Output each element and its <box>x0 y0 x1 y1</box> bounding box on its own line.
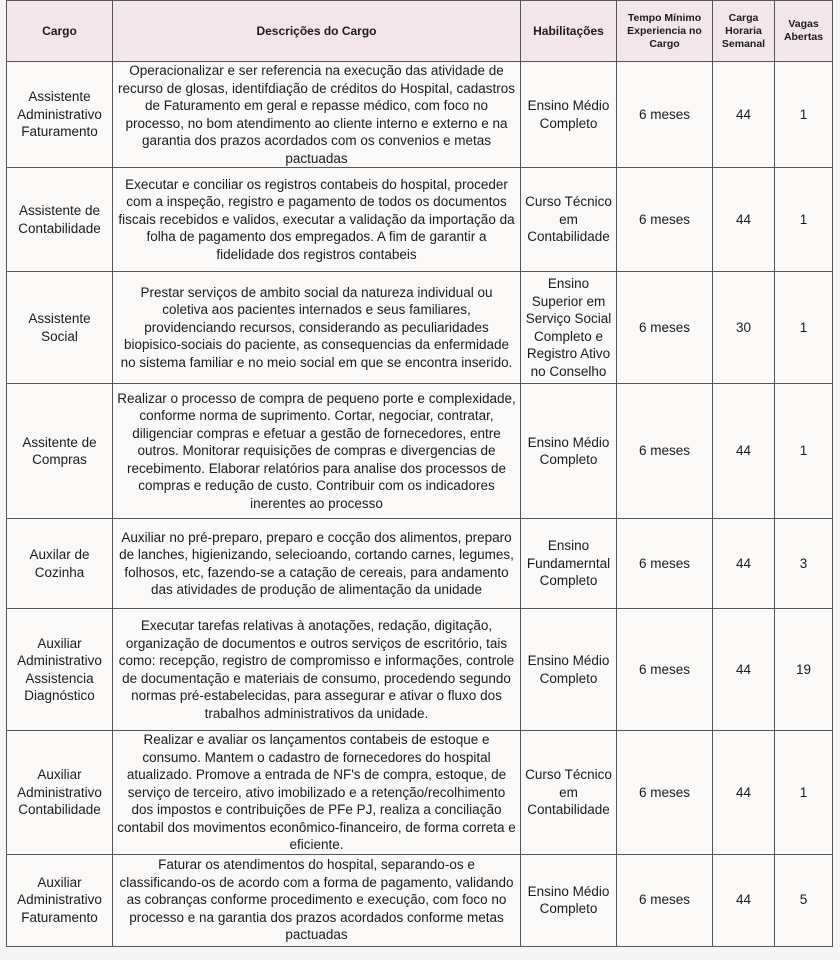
cargo-cell: Auxiliar Administrativo Contabilidade <box>7 731 113 855</box>
descricao-cell: Executar tarefas relativas à anotações, redação, digitação, organização de documentos e outros serviços de escritório, tais como: recepção, registro de compromisso e informações, controle de documentação e materiais de consumo, procedendo segundo normas pré-estabelecidas, para assegurar e ativar o fluxo dos trabalhos administrativos da unidade. <box>113 609 521 731</box>
table-header-row <box>7 1 833 62</box>
habilitacao-cell: Curso Técnico em Contabilidade <box>521 168 617 272</box>
descricao-cell: Realizar o processo de compra de pequeno porte e complexidade, conforme norma de suprimento. Cortar, negociar, contratar, diligenciar compras e efetuar a gestão de fornecedores, entre outros. Monitorar requisições de compras e divergencias de recebimento. Elaborar relatórios para analise dos processos de compras e redução de custo. Contribuir com os indicadores inerentes ao processo <box>113 384 521 519</box>
habilitacao-cell: Ensino Médio Completo <box>521 62 617 168</box>
header-vagas-abertas: Vagas Abertas <box>775 1 833 62</box>
carga-cell: 44 <box>713 609 775 731</box>
habilitacao-cell: Curso Técnico em Contabilidade <box>521 731 617 855</box>
tempo-cell: 6 meses <box>617 854 713 946</box>
carga-cell: 30 <box>713 272 775 384</box>
table-row <box>7 62 833 168</box>
tempo-cell: 6 meses <box>617 272 713 384</box>
table-row <box>7 272 833 384</box>
vagas-cell: 1 <box>775 62 833 168</box>
tempo-cell: 6 meses <box>617 384 713 519</box>
tempo-cell: 6 meses <box>617 62 713 168</box>
vagas-cell: 1 <box>775 272 833 384</box>
carga-cell: 44 <box>713 854 775 946</box>
vagas-cell: 19 <box>775 609 833 731</box>
habilitacao-cell: Ensino Fundamerntal Completo <box>521 519 617 609</box>
job-openings-table <box>6 0 833 947</box>
cargo-cell: Auxiliar Administrativo Faturamento <box>7 854 113 946</box>
table-row <box>7 731 833 855</box>
header-descricoes: Descrições do Cargo <box>113 1 521 62</box>
descricao-cell: Operacionalizar e ser referencia na execução das atividade de recurso de glosas, identifdiação de créditos do Hospital, cadastros de Faturamento em geral e repasse médico, com foco no processo, no bom atendimento ao cliente interno e externo e na garantia dos prazos acordados com os convenios e metas pactuadas <box>113 62 521 168</box>
cargo-cell: Assitente de Compras <box>7 384 113 519</box>
table-row <box>7 168 833 272</box>
descricao-cell: Executar e conciliar os registros contabeis do hospital, proceder com a inspeção, registro e pagamento de todos os documentos fiscais recebidos e validos, executar a validação da importação da folha de pagamento dos empregados. A fim de garantir a fidelidade dos registros contabeis <box>113 168 521 272</box>
habilitacao-cell: Ensino Superior em Serviço Social Completo e Registro Ativo no Conselho <box>521 272 617 384</box>
header-carga-horaria: Carga Horaria Semanal <box>713 1 775 62</box>
habilitacao-cell: Ensino Médio Completo <box>521 609 617 731</box>
table-row <box>7 854 833 946</box>
tempo-cell: 6 meses <box>617 609 713 731</box>
descricao-cell: Realizar e avaliar os lançamentos contabeis de estoque e consumo. Mantem o cadastro de fornecedores do hospital atualizado. Promove a entrada de NF's de compra, estoque, de serviço de terceiro, ativo imobilizado e a retenção/recolhimento dos impostos e contribuições de PFe PJ, realiza a conciliação contabil dos movimentos econômico-financeiro, de forma correta e eficiente. <box>113 731 521 855</box>
carga-cell: 44 <box>713 62 775 168</box>
carga-cell: 44 <box>713 384 775 519</box>
habilitacao-cell: Ensino Médio Completo <box>521 384 617 519</box>
vagas-cell: 1 <box>775 731 833 855</box>
header-habilitacoes: Habilitações <box>521 1 617 62</box>
header-tempo-minimo: Tempo Mínimo Experiencia no Cargo <box>617 1 713 62</box>
habilitacao-cell: Ensino Médio Completo <box>521 854 617 946</box>
descricao-cell: Faturar os atendimentos do hospital, separando-os e classificando-os de acordo com a forma de pagamento, validando as cobranças conforme procedimento e execução, com foco no processo e na garantia dos prazos acordados conforme metas pactuadas <box>113 854 521 946</box>
tempo-cell: 6 meses <box>617 731 713 855</box>
tempo-cell: 6 meses <box>617 168 713 272</box>
tempo-cell: 6 meses <box>617 519 713 609</box>
descricao-cell: Auxiliar no pré-preparo, preparo e cocção dos alimentos, preparo de lanches, higienizando, selecioando, cortando carnes, legumes, folhosos, etc, fazendo-se a catação de cereais, para andamento das atividades de produção de alimentação da unidade <box>113 519 521 609</box>
cargo-cell: Assistente Administrativo Faturamento <box>7 62 113 168</box>
vagas-cell: 1 <box>775 384 833 519</box>
table-row <box>7 609 833 731</box>
vagas-cell: 3 <box>775 519 833 609</box>
cargo-cell: Auxilar de Cozinha <box>7 519 113 609</box>
table-row <box>7 384 833 519</box>
table-row <box>7 519 833 609</box>
cargo-cell: Auxiliar Administrativo Assistencia Diagnóstico <box>7 609 113 731</box>
carga-cell: 44 <box>713 519 775 609</box>
vagas-cell: 5 <box>775 854 833 946</box>
header-cargo: Cargo <box>7 1 113 62</box>
carga-cell: 44 <box>713 731 775 855</box>
cargo-cell: Assistente de Contabilidade <box>7 168 113 272</box>
cargo-cell: Assistente Social <box>7 272 113 384</box>
descricao-cell: Prestar serviços de ambito social da natureza individual ou coletiva aos pacientes internados e seus familiares, providenciando recursos, considerando as peculiaridades biopisico-sociais do paciente, as consequencias da enfermidade no sistema familiar e no meio social em que se encontra inserido. <box>113 272 521 384</box>
carga-cell: 44 <box>713 168 775 272</box>
vagas-cell: 1 <box>775 168 833 272</box>
